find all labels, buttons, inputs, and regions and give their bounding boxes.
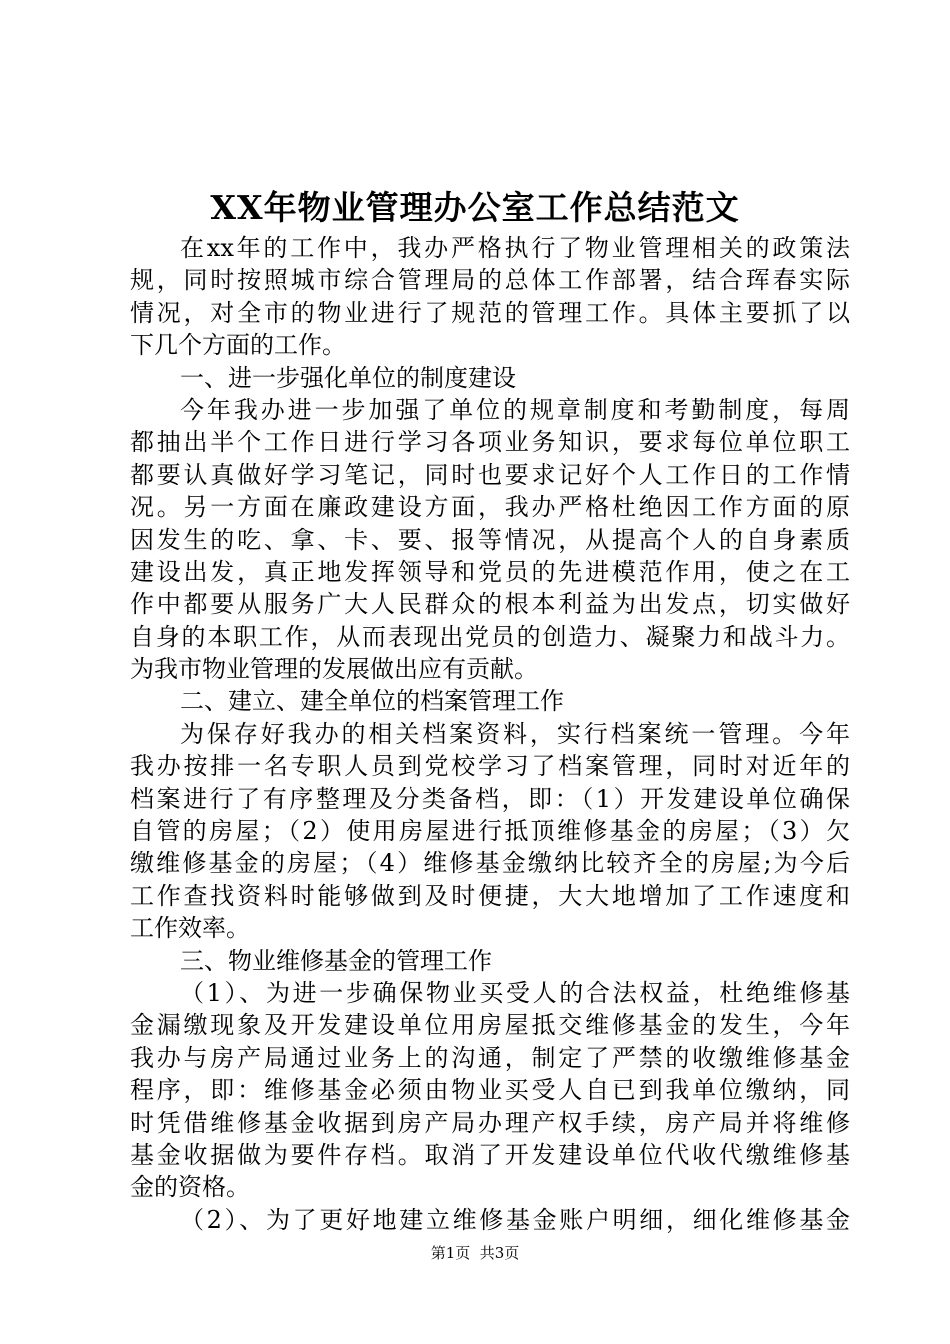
body-line: 时凭借维修基金收据到房产局办理产权手续，房产局并将维修 (130, 1108, 850, 1137)
body-line: 金漏缴现象及开发建设单位用房屋抵交维修基金的发生，今年 (130, 1011, 850, 1040)
body-line: （2）、为了更好地建立维修基金账户明细，细化维修基金 (180, 1205, 850, 1234)
body-line: 为保存好我办的相关档案资料，实行档案统一管理。今年 (180, 719, 850, 748)
document-body (130, 232, 850, 1236)
body-line: 缴维修基金的房屋；（4）维修基金缴纳比较齐全的房屋;为今后 (130, 849, 850, 878)
document-title: XX年物业管理办公室工作总结范文 (210, 188, 740, 227)
body-line: 基金收据做为要件存档。取消了开发建设单位代收代缴维修基 (130, 1140, 850, 1169)
body-line: 档案进行了有序整理及分类备档，即：（1）开发建设单位确保 (130, 784, 850, 813)
body-line: 我办按排一名专职人员到党校学习了档案管理，同时对近年的 (130, 752, 850, 781)
body-line: 都抽出半个工作日进行学习各项业务知识，要求每位单位职工 (130, 428, 850, 457)
body-line: 下几个方面的工作。 (130, 331, 346, 360)
body-line: 程序，即：维修基金必须由物业买受人自已到我单位缴纳，同 (130, 1076, 850, 1105)
body-line: 工作效率。 (130, 914, 250, 943)
page-number-footer: 第1页 共3页 (430, 1244, 520, 1262)
body-line: 作中都要从服务广大人民群众的根本利益为出发点，切实做好 (130, 590, 850, 619)
body-line: 三、物业维修基金的管理工作 (180, 946, 492, 975)
body-line: 我办与房产局通过业务上的沟通，制定了严禁的收缴维修基金 (130, 1043, 850, 1072)
body-line: 自身的本职工作，从而表现出党员的创造力、凝聚力和战斗力。 (130, 622, 850, 651)
body-line: 自管的房屋；（2）使用房屋进行抵顶维修基金的房屋；（3）欠 (130, 817, 850, 846)
body-line: 在xx年的工作中，我办严格执行了物业管理相关的政策法 (180, 234, 850, 262)
body-line: 一、进一步强化单位的制度建设 (180, 363, 516, 392)
body-line: 今年我办进一步加强了单位的规章制度和考勤制度，每周 (180, 395, 850, 424)
body-line: 二、建立、建全单位的档案管理工作 (180, 687, 564, 716)
body-line: 情况，对全市的物业进行了规范的管理工作。具体主要抓了以 (130, 298, 850, 327)
body-line: 为我市物业管理的发展做出应有贡献。 (130, 655, 538, 684)
body-line: （1）、为进一步确保物业买受人的合法权益，杜绝维修基 (180, 978, 850, 1007)
body-line: 因发生的吃、拿、卡、要、报等情况，从提高个人的自身素质 (130, 525, 850, 554)
body-line: 规，同时按照城市综合管理局的总体工作部署，结合珲春实际 (130, 266, 850, 295)
body-line: 况。另一方面在廉政建设方面，我办严格杜绝因工作方面的原 (130, 493, 850, 522)
body-line: 建设出发，真正地发挥领导和党员的先进模范作用，使之在工 (130, 557, 850, 586)
body-line: 都要认真做好学习笔记，同时也要求记好个人工作日的工作情 (130, 460, 850, 489)
body-line: 金的资格。 (130, 1173, 250, 1202)
body-line: 工作查找资料时能够做到及时便捷，大大地增加了工作速度和 (130, 881, 850, 910)
